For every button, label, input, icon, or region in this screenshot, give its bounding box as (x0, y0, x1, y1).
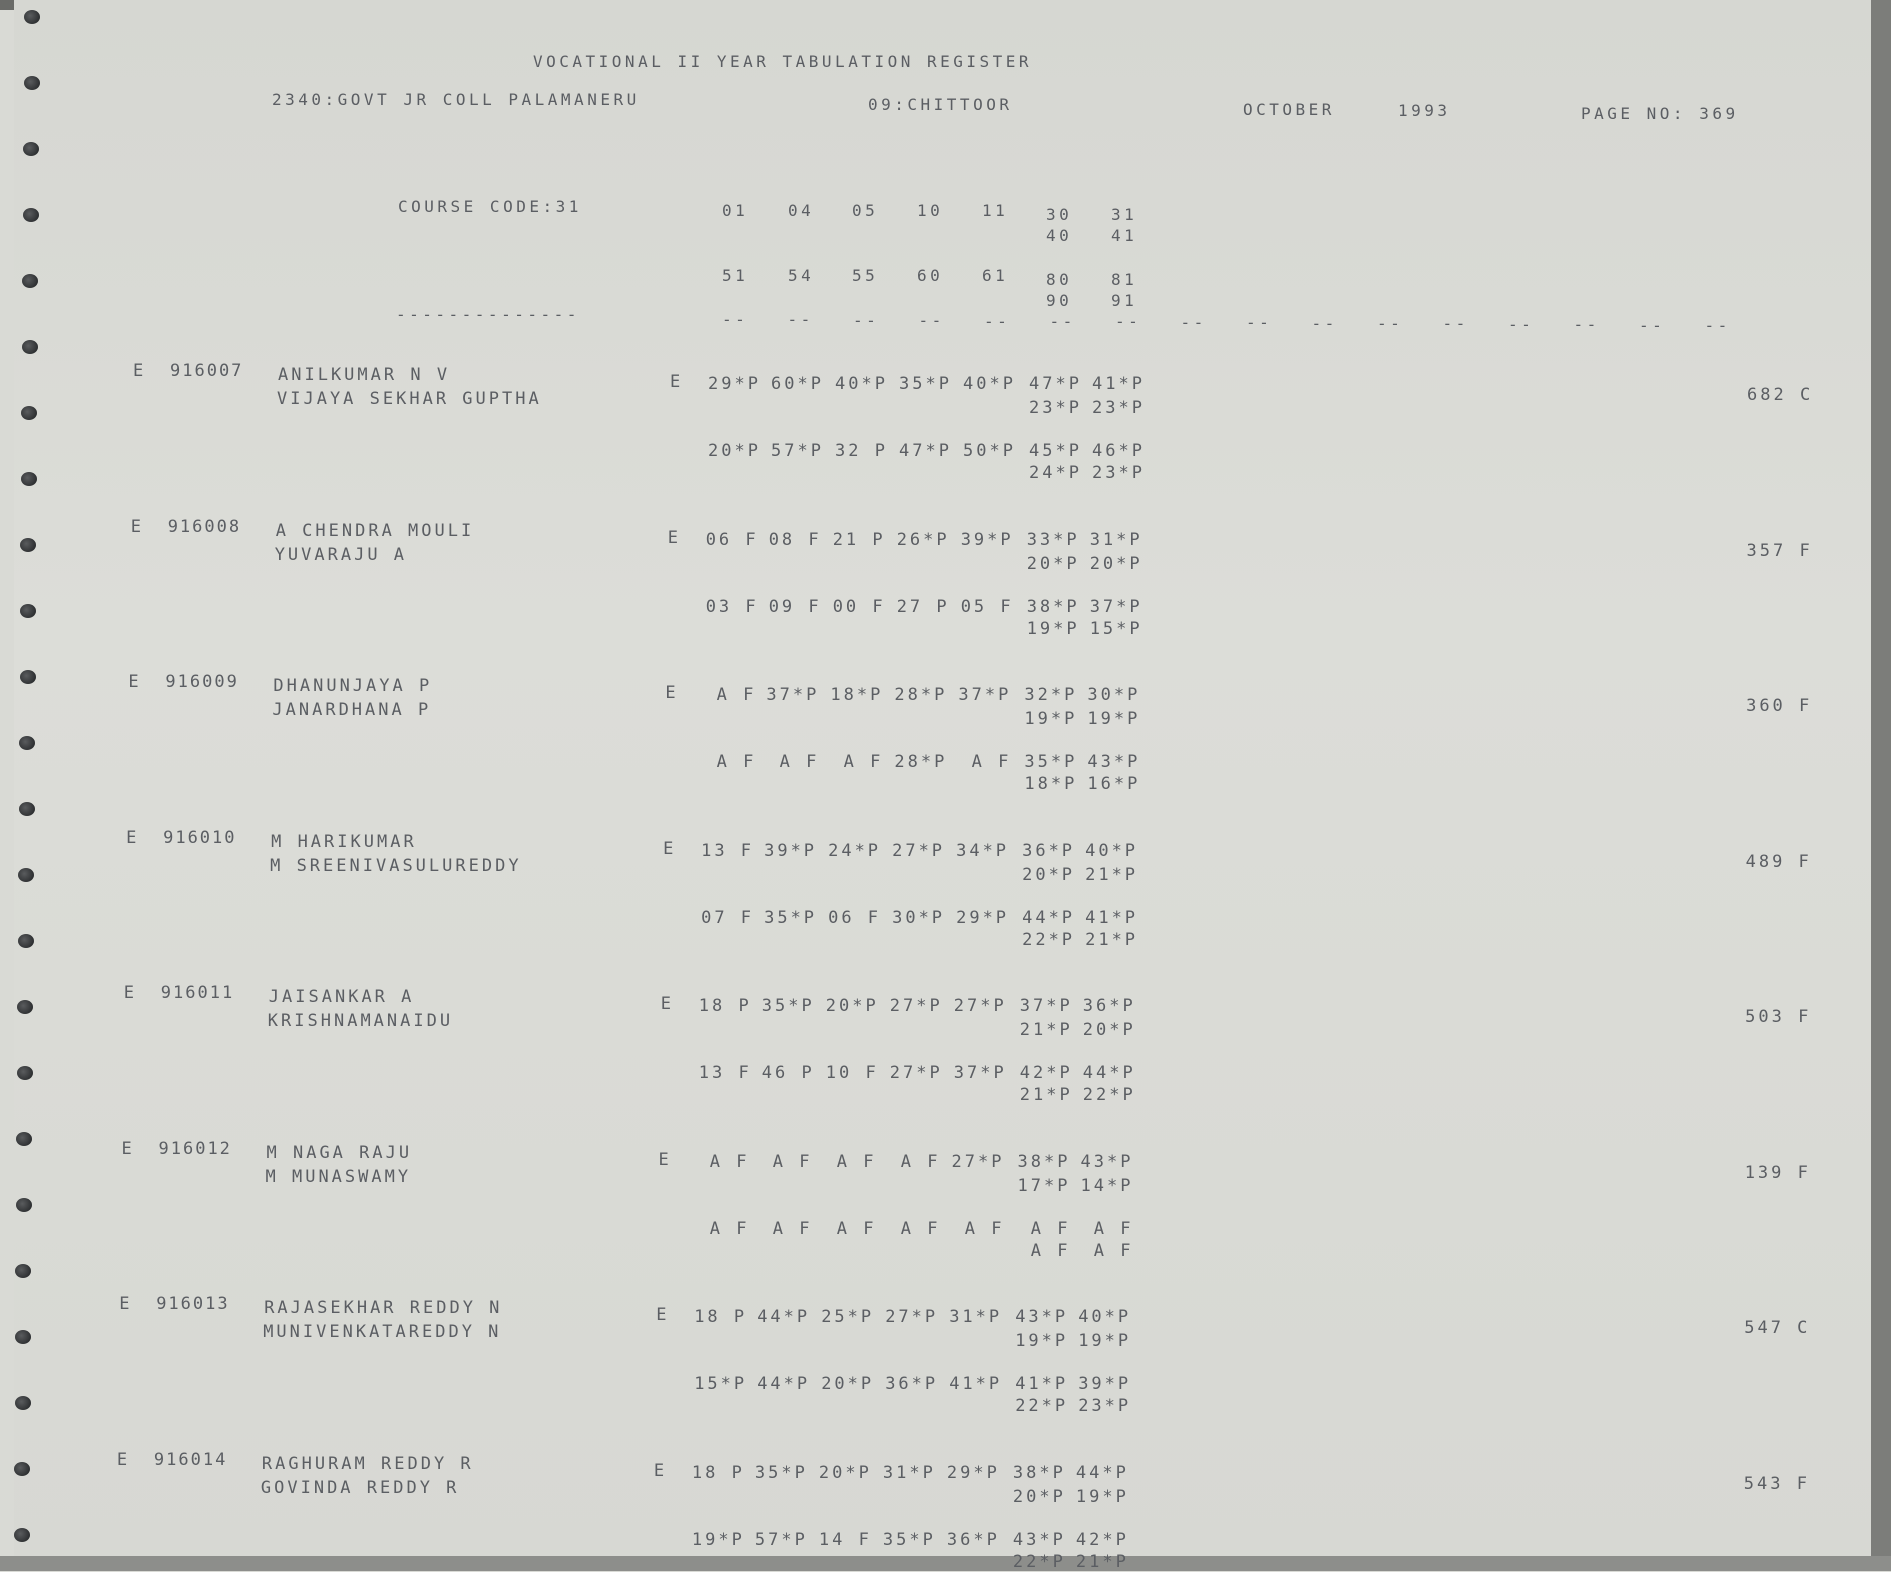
subject-mark: 22*P (1015, 1396, 1069, 1416)
subject-mark: 27*P (892, 840, 946, 861)
subject-mark: 40*P (835, 374, 888, 394)
subject-mark: 20*P (821, 1374, 875, 1394)
subject-mark: 39*P (1078, 1374, 1132, 1394)
column-divider-dash: -- (918, 311, 945, 330)
candidate-name: A CHENDRA MOULI (275, 520, 475, 541)
subject-code: 01 (722, 201, 749, 220)
father-name: YUVARAJU A (274, 544, 408, 565)
subject-mark: 28*P (894, 752, 948, 772)
binding-hole (17, 1000, 33, 1014)
binding-hole (14, 1528, 30, 1542)
total-and-result: 547 C (1744, 1318, 1811, 1338)
total-and-result: 503 F (1745, 1007, 1812, 1027)
record-type: E (133, 361, 146, 381)
roll-number: 916008 (167, 516, 242, 537)
subject-code: 90 (1046, 291, 1073, 310)
subject-mark: 46*P (1092, 441, 1145, 461)
subject-mark: 10 F (825, 1063, 879, 1083)
binding-hole (22, 274, 38, 288)
subject-mark: A F (1080, 1240, 1134, 1261)
subject-mark: 38*P (1017, 1151, 1071, 1172)
subject-mark: 19*P (1026, 618, 1080, 639)
column-divider-dash: -- (1508, 315, 1535, 334)
subject-mark: 44*P (1082, 1063, 1136, 1083)
subject-code: 31 (1111, 205, 1138, 224)
subject-mark: 40*P (963, 374, 1016, 394)
candidate-name: M HARIKUMAR (271, 831, 417, 852)
subject-mark: 24*P (1029, 463, 1082, 483)
total-and-result: 357 F (1746, 540, 1813, 561)
subject-mark: A F (703, 685, 757, 705)
subject-mark: 21*P (1085, 929, 1139, 950)
binding-hole (22, 340, 38, 354)
subject-mark: 37*P (766, 685, 820, 705)
subject-mark: A F (759, 1218, 813, 1239)
district: 09:CHITTOOR (868, 95, 1013, 114)
roll-number: 916011 (160, 983, 235, 1003)
subject-mark: 37*P (1019, 996, 1073, 1016)
record-type: E (116, 1449, 130, 1470)
subject-mark: 23*P (1092, 463, 1145, 483)
subject-mark: 31*P (1089, 529, 1143, 550)
subject-mark: 14 F (818, 1529, 872, 1550)
subject-mark: 19*P (1078, 1331, 1132, 1351)
exam-flag: E (665, 683, 679, 703)
subject-mark: 19*P (1075, 1486, 1129, 1507)
binding-hole (24, 76, 40, 90)
candidate-name: M NAGA RAJU (266, 1142, 413, 1163)
subject-mark: 41*P (1015, 1374, 1069, 1394)
subject-mark: 21*P (1085, 864, 1139, 885)
column-divider-dash: -- (1115, 312, 1142, 331)
subject-mark: 27*P (889, 1063, 943, 1083)
subject-mark: 20*P (1012, 1486, 1066, 1507)
total-and-result: 360 F (1746, 696, 1813, 716)
column-divider-dash: -- (1180, 313, 1207, 332)
subject-mark: 22*P (1022, 929, 1076, 950)
father-name: VIJAYA SEKHAR GUPTHA (277, 389, 542, 409)
binding-hole (15, 1264, 31, 1278)
exam-flag: E (660, 994, 675, 1014)
subject-mark: 39*P (960, 529, 1014, 550)
subject-mark: 13 F (698, 1063, 752, 1083)
father-name: JANARDHANA P (272, 700, 432, 720)
page-number: PAGE NO: 369 (1581, 104, 1739, 123)
subject-mark: 33*P (1026, 529, 1080, 550)
subject-mark: 18*P (830, 685, 884, 705)
total-and-result: 682 C (1747, 385, 1814, 405)
subject-mark: 20*P (1022, 864, 1076, 885)
register-title: VOCATIONAL II YEAR TABULATION REGISTER (533, 52, 1033, 71)
subject-mark: A F (696, 1218, 750, 1239)
exam-flag: E (656, 1305, 670, 1325)
subject-mark: 03 F (705, 596, 759, 617)
subject-mark: 46 P (761, 1063, 815, 1083)
subject-mark: 05 F (960, 596, 1014, 617)
subject-mark: 06 F (828, 907, 882, 928)
subject-mark: A F (887, 1151, 941, 1172)
binding-hole (23, 208, 39, 222)
subject-code: 91 (1111, 291, 1138, 310)
subject-mark: 44*P (1075, 1462, 1129, 1483)
course-code-label: COURSE CODE:31 (398, 197, 582, 216)
subject-mark: 19*P (1015, 1331, 1069, 1351)
subject-code: 54 (788, 266, 815, 285)
binding-hole (21, 472, 37, 486)
subject-mark: 27 P (896, 596, 950, 617)
subject-code: 80 (1046, 270, 1073, 289)
subject-mark: 57*P (771, 441, 824, 461)
course-code-underline: -------------- (396, 305, 580, 324)
subject-mark: 13 F (701, 840, 755, 861)
subject-code: 55 (852, 266, 879, 285)
subject-mark: 43*P (1080, 1151, 1134, 1172)
binding-hole (24, 10, 40, 24)
total-and-result: 489 F (1745, 851, 1812, 872)
father-name: M SREENIVASULUREDDY (270, 855, 522, 876)
subject-mark: 27*P (951, 1151, 1005, 1172)
binding-hole (16, 1132, 32, 1146)
subject-mark: 38*P (1026, 596, 1080, 617)
subject-mark: 36*P (885, 1374, 939, 1394)
subject-code: 40 (1046, 226, 1073, 245)
candidate-name: ANILKUMAR N V (278, 365, 451, 385)
subject-mark: 30*P (892, 907, 946, 928)
subject-code: 51 (722, 266, 749, 285)
subject-mark: 43*P (1012, 1529, 1066, 1550)
father-name: M MUNASWAMY (265, 1166, 412, 1187)
subject-code: 30 (1046, 205, 1073, 224)
subject-code: 60 (917, 266, 944, 285)
subject-mark: 20*P (708, 441, 761, 461)
candidate-name: JAISANKAR A (268, 987, 415, 1007)
subject-mark: A F (1017, 1218, 1071, 1239)
subject-mark: A F (696, 1151, 750, 1172)
binding-hole (21, 406, 37, 420)
roll-number: 916013 (156, 1294, 230, 1314)
binding-hole (20, 604, 36, 618)
subject-mark: A F (887, 1218, 941, 1239)
subject-mark: 50*P (963, 441, 1016, 461)
subject-mark: 18*P (1024, 774, 1078, 794)
subject-mark: 08 F (768, 529, 822, 550)
subject-mark: A F (703, 752, 757, 772)
subject-mark: 29*P (708, 374, 761, 394)
subject-mark: 14*P (1080, 1175, 1134, 1196)
subject-mark: 27*P (885, 1307, 939, 1327)
subject-mark: 44*P (757, 1307, 811, 1327)
subject-mark: 21*P (1019, 1020, 1073, 1040)
subject-mark: 60*P (771, 374, 824, 394)
subject-mark: 23*P (1078, 1396, 1132, 1416)
subject-mark: 23*P (1092, 398, 1145, 418)
subject-mark: 36*P (1022, 840, 1076, 861)
subject-mark: 21 P (832, 529, 886, 550)
subject-code: 04 (788, 201, 815, 220)
subject-mark: 36*P (1082, 996, 1136, 1016)
subject-mark: 43*P (1087, 752, 1141, 772)
binding-hole (19, 736, 35, 750)
binding-hole (15, 1396, 31, 1410)
subject-mark: 35*P (882, 1529, 936, 1550)
subject-mark: A F (951, 1218, 1005, 1239)
column-divider-dash: -- (853, 311, 880, 330)
subject-mark: 29*P (946, 1462, 1000, 1483)
subject-mark: 32 P (835, 441, 888, 461)
subject-mark: 20*P (1082, 1020, 1136, 1040)
subject-mark: 20*P (818, 1462, 872, 1483)
exam-flag: E (670, 372, 684, 392)
subject-mark: 39*P (764, 840, 818, 861)
column-divider-dash: -- (1311, 314, 1338, 333)
father-name: KRISHNAMANAIDU (267, 1011, 454, 1031)
exam-month: OCTOBER (1243, 100, 1335, 119)
subject-mark: 16*P (1087, 774, 1141, 794)
subject-mark: A F (1017, 1240, 1071, 1261)
page-edge-right (1871, 0, 1891, 1571)
subject-mark: A F (766, 752, 820, 772)
subject-mark: 40*P (1078, 1307, 1132, 1327)
subject-mark: 19*P (1024, 709, 1078, 729)
subject-mark: 41*P (949, 1374, 1003, 1394)
subject-mark: A F (823, 1151, 877, 1172)
subject-mark: 25*P (821, 1307, 875, 1327)
column-divider-dash: -- (787, 310, 814, 329)
subject-mark: 42*P (1019, 1063, 1073, 1083)
exam-flag: E (667, 527, 681, 548)
subject-mark: 44*P (757, 1374, 811, 1394)
subject-code: 11 (982, 201, 1009, 220)
subject-mark: 17*P (1017, 1175, 1071, 1196)
binding-hole (20, 538, 36, 552)
candidate-name: RAGHURAM REDDY R (261, 1453, 474, 1474)
subject-mark: 35*P (764, 907, 818, 928)
binding-hole (17, 1066, 33, 1080)
column-divider-dash: -- (984, 312, 1011, 331)
binding-hole (16, 1198, 32, 1212)
subject-mark: 20*P (825, 996, 879, 1016)
subject-mark: 24*P (828, 840, 882, 861)
roll-number: 916007 (170, 361, 244, 381)
subject-mark: 44*P (1022, 907, 1076, 928)
subject-mark: 22*P (1082, 1085, 1136, 1105)
subject-mark: 00 F (832, 596, 886, 617)
column-divider-dash: -- (1049, 312, 1076, 331)
column-divider-dash: -- (1442, 314, 1469, 333)
subject-mark: 15*P (694, 1374, 748, 1394)
binding-hole (14, 1462, 30, 1476)
subject-mark: 41*P (1092, 374, 1145, 394)
exam-year: 1993 (1398, 101, 1451, 120)
subject-mark: 18 P (691, 1462, 745, 1483)
subject-mark: 30*P (1087, 685, 1141, 705)
record-type: E (128, 672, 141, 692)
subject-mark: 20*P (1026, 553, 1080, 574)
subject-mark: A F (830, 752, 884, 772)
subject-mark: 18 P (698, 996, 752, 1016)
father-name: MUNIVENKATAREDDY N (263, 1322, 502, 1342)
subject-code: 81 (1111, 270, 1138, 289)
subject-mark: A F (823, 1218, 877, 1239)
roll-number: 916009 (165, 672, 239, 692)
subject-mark: 35*P (1024, 752, 1078, 772)
subject-mark: 41*P (1085, 907, 1139, 928)
subject-mark: 22*P (1012, 1551, 1066, 1572)
subject-mark: 35*P (754, 1462, 808, 1483)
father-name: GOVINDA REDDY R (260, 1477, 460, 1498)
subject-mark: 31*P (949, 1307, 1003, 1327)
subject-code: 10 (917, 201, 944, 220)
subject-mark: 09 F (768, 596, 822, 617)
subject-mark: A F (1080, 1218, 1134, 1239)
roll-number: 916014 (153, 1449, 228, 1470)
binding-hole (18, 868, 34, 882)
subject-mark: 19*P (1087, 709, 1141, 729)
column-divider-dash: -- (1639, 316, 1666, 335)
subject-mark: 07 F (701, 907, 755, 928)
college-code-name: 2340:GOVT JR COLL PALAMANERU (272, 90, 640, 109)
subject-mark: 57*P (754, 1529, 808, 1550)
subject-mark: 23*P (1029, 398, 1082, 418)
subject-mark: 47*P (1029, 374, 1082, 394)
subject-mark: 40*P (1085, 840, 1139, 861)
subject-mark: 15*P (1089, 618, 1143, 639)
column-divider-dash: -- (1246, 313, 1273, 332)
binding-hole (19, 802, 35, 816)
column-divider-dash: -- (1377, 314, 1404, 333)
subject-mark: 26*P (896, 529, 950, 550)
subject-mark: 19*P (691, 1529, 745, 1550)
binding-hole (23, 142, 39, 156)
binding-hole (15, 1330, 31, 1344)
page-edge-bottom (0, 1551, 1891, 1572)
subject-mark: 36*P (946, 1529, 1000, 1550)
subject-mark: 45*P (1029, 441, 1082, 461)
subject-mark: 42*P (1075, 1529, 1129, 1550)
subject-mark: 31*P (882, 1462, 936, 1483)
subject-mark: 38*P (1012, 1462, 1066, 1483)
subject-mark: 37*P (953, 1063, 1007, 1083)
subject-mark: 43*P (1015, 1307, 1069, 1327)
subject-mark: A F (759, 1151, 813, 1172)
record-type: E (130, 516, 143, 537)
subject-mark: 28*P (894, 685, 948, 705)
subject-mark: 37*P (1089, 596, 1143, 617)
subject-mark: 18 P (694, 1307, 748, 1327)
exam-flag: E (663, 838, 677, 859)
record-type: E (121, 1138, 134, 1159)
column-divider-dash: -- (1573, 315, 1600, 334)
subject-mark: 34*P (956, 840, 1010, 861)
subject-code: 61 (982, 266, 1009, 285)
total-and-result: 139 F (1744, 1162, 1811, 1183)
subject-mark: 35*P (761, 996, 815, 1016)
column-divider-dash: -- (1704, 316, 1731, 335)
binding-hole (20, 670, 36, 684)
subject-mark: 27*P (889, 996, 943, 1016)
binding-hole (18, 934, 34, 948)
exam-flag: E (658, 1149, 672, 1170)
subject-mark: 32*P (1024, 685, 1078, 705)
subject-code: 05 (852, 201, 879, 220)
subject-mark: 27*P (953, 996, 1007, 1016)
subject-mark: 21*P (1019, 1085, 1073, 1105)
subject-code: 41 (1111, 226, 1138, 245)
roll-number: 916010 (163, 827, 237, 848)
candidate-name: RAJASEKHAR REDDY N (264, 1298, 503, 1318)
subject-mark: 47*P (899, 441, 952, 461)
record-type: E (119, 1294, 132, 1314)
total-and-result: 543 F (1743, 1473, 1810, 1494)
subject-mark: 37*P (958, 685, 1012, 705)
subject-mark: 20*P (1089, 553, 1143, 574)
subject-mark: 29*P (956, 907, 1010, 928)
subject-mark: 06 F (705, 529, 759, 550)
subject-mark: 35*P (899, 374, 952, 394)
record-type: E (123, 983, 137, 1003)
column-divider-dash: -- (722, 310, 749, 329)
exam-flag: E (653, 1460, 668, 1481)
subject-mark: 21*P (1075, 1551, 1129, 1572)
subject-mark: A F (958, 752, 1012, 772)
candidate-name: DHANUNJAYA P (273, 676, 433, 696)
roll-number: 916012 (158, 1138, 232, 1159)
record-type: E (126, 827, 139, 848)
